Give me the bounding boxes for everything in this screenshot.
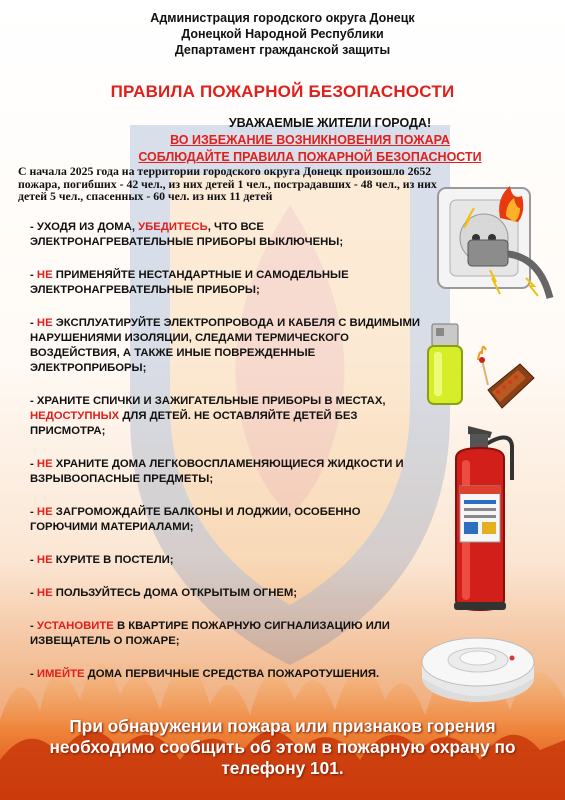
rule-text: - bbox=[30, 506, 37, 518]
rule-text: ЭКСПЛУАТИРУЙТЕ ЭЛЕКТРОПРОВОДА И КАБЕЛЯ С ВИДИМЫМИ НАРУШЕНИЯМИ ИЗОЛЯЦИИ, СЛЕДАМИ ТЕРМИЧЕСКОГО ВОЗДЕЙСТВИЯ, А ТАКЖЕ ИНЫЕ ПОВРЕЖДЕННЫЕ ЭЛЕКТРОПРИБОРЫ; bbox=[30, 317, 421, 374]
rule-text: КУРИТЕ В ПОСТЕЛИ; bbox=[52, 554, 174, 566]
fire-statistics: С начала 2025 года на территории городского округа Донецк произошло 2652 пожара, погибших - 42 чел., из них детей 1 чел., пострадавших - 48 чел., из них детей 5 чел., спасенных - 60 чел. из них 11 детей bbox=[18, 164, 437, 203]
footer-line3: телефону 101. bbox=[221, 758, 344, 778]
rule-item bbox=[30, 220, 430, 250]
rule-item bbox=[30, 586, 430, 601]
lighter-icon bbox=[422, 320, 472, 410]
greeting: УВАЖАЕМЫЕ ЖИТЕЛИ ГОРОДА! bbox=[228, 116, 432, 130]
footer-line1: При обнаружении пожара или признаков горения bbox=[69, 716, 496, 736]
page-title: ПРАВИЛА ПОЖАРНОЙ БЕЗОПАСНОСТИ bbox=[110, 82, 455, 101]
header-line3: Департамент гражданской защиты bbox=[174, 43, 391, 57]
rule-item bbox=[30, 394, 430, 439]
footer-notice bbox=[0, 716, 565, 779]
header bbox=[0, 10, 565, 58]
rule-item bbox=[30, 457, 430, 487]
rule-text: ЗАГРОМОЖДАЙТЕ БАЛКОНЫ И ЛОДЖИИ, ОСОБЕННО ГОРЮЧИМИ МАТЕРИАЛАМИ; bbox=[30, 506, 361, 533]
rule-emphasis: НЕ bbox=[36, 458, 53, 470]
warning-line1: ВО ИЗБЕЖАНИЕ ВОЗНИКНОВЕНИЯ ПОЖАРА bbox=[170, 133, 450, 147]
header-line2: Донецкой Народной Республики bbox=[181, 27, 384, 41]
fire-extinguisher-icon bbox=[440, 420, 520, 615]
rule-emphasis: ИМЕЙТЕ bbox=[36, 668, 85, 680]
rule-item bbox=[30, 667, 430, 682]
rule-text: ДОМА ПЕРВИЧНЫЕ СРЕДСТВА ПОЖАРОТУШЕНИЯ. bbox=[84, 668, 380, 680]
rule-item bbox=[30, 553, 430, 568]
rule-emphasis: НЕ bbox=[36, 506, 53, 518]
rule-item bbox=[30, 316, 430, 376]
matchbox-icon bbox=[468, 330, 538, 420]
rule-emphasis: УСТАНОВИТЕ bbox=[36, 620, 114, 632]
rule-emphasis: УБЕДИТЕСЬ bbox=[138, 221, 208, 233]
rule-emphasis: НЕ bbox=[36, 317, 53, 329]
rule-item bbox=[30, 268, 430, 298]
rule-text: ДЛЯ ДЕТЕЙ. НЕ ОСТАВЛЯЙТЕ ДЕТЕЙ БЕЗ ПРИСМОТРА; bbox=[30, 410, 358, 437]
rule-text: ПРИМЕНЯЙТЕ НЕСТАНДАРТНЫЕ И САМОДЕЛЬНЫЕ ЭЛЕКТРОНАГРЕВАТЕЛЬНЫЕ ПРИБОРЫ; bbox=[30, 269, 349, 296]
rule-item bbox=[30, 619, 430, 649]
rule-text: - УХОДЯ ИЗ ДОМА, bbox=[30, 221, 139, 233]
rule-emphasis: НЕ bbox=[36, 587, 53, 599]
header-line1: Администрация городского округа Донецк bbox=[150, 11, 415, 25]
rule-text: ХРАНИТЕ ДОМА ЛЕГКОВОСПЛАМЕНЯЮЩИЕСЯ ЖИДКОСТИ И ВЗРЫВООПАСНЫЕ ПРЕДМЕТЫ; bbox=[30, 458, 404, 485]
rule-text: - bbox=[30, 587, 37, 599]
burning-socket-icon bbox=[430, 178, 558, 318]
smoke-detector-icon bbox=[418, 628, 538, 708]
rule-text: , ЧТО ВСЕ ЭЛЕКТРОНАГРЕВАТЕЛЬНЫЕ ПРИБОРЫ ВЫКЛЮЧЕНЫ; bbox=[30, 221, 344, 248]
rules-list bbox=[30, 220, 430, 700]
rule-emphasis: НЕ bbox=[36, 269, 53, 281]
rule-text: - bbox=[30, 620, 37, 632]
rule-text: - bbox=[30, 269, 37, 281]
rule-text: ПОЛЬЗУЙТЕСЬ ДОМА ОТКРЫТЫМ ОГНЕМ; bbox=[52, 587, 298, 599]
warning-line2: СОБЛЮДАЙТЕ ПРАВИЛА ПОЖАРНОЙ БЕЗОПАСНОСТИ bbox=[138, 150, 482, 164]
rule-item bbox=[30, 505, 430, 535]
rule-text: - bbox=[30, 668, 37, 680]
rule-emphasis: НЕДОСТУПНЫХ bbox=[30, 410, 120, 422]
footer-line2: необходимо сообщить об этом в пожарную охрану по bbox=[49, 737, 516, 757]
rule-emphasis: НЕ bbox=[36, 554, 53, 566]
rule-text: - bbox=[30, 554, 37, 566]
rule-text: - bbox=[30, 458, 37, 470]
rule-text: - ХРАНИТЕ СПИЧКИ И ЗАЖИГАТЕЛЬНЫЕ ПРИБОРЫ В МЕСТАХ, bbox=[30, 395, 386, 407]
rule-text: В КВАРТИРЕ ПОЖАРНУЮ СИГНАЛИЗАЦИЮ ИЛИ ИЗВЕЩАТЕЛЬ О ПОЖАРЕ; bbox=[30, 620, 390, 647]
rule-text: - bbox=[30, 317, 37, 329]
